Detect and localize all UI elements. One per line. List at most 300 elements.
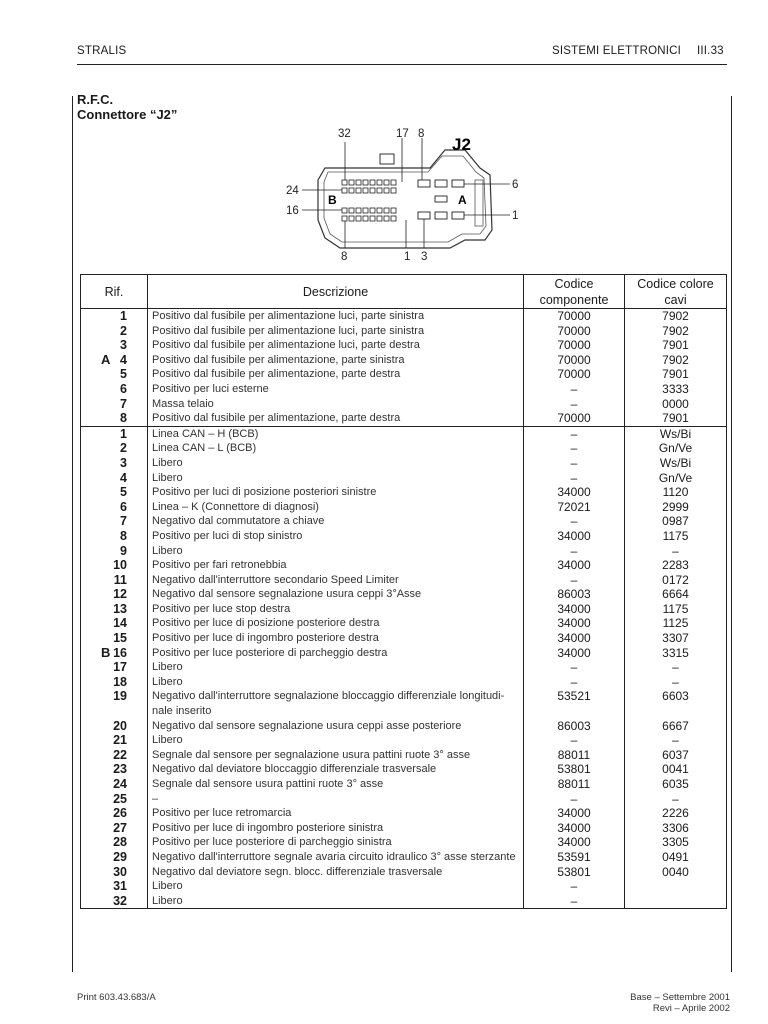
desc-cell-text: Positivo per luci di stop sinistro [152, 529, 303, 542]
desc-cell-text: Libero [152, 675, 183, 688]
code-cell-text: – [570, 674, 578, 689]
color-cell-text: 6667 [662, 718, 689, 733]
code-cell [524, 835, 625, 850]
color-cell-text: – [672, 660, 679, 675]
desc-cell [148, 792, 524, 807]
desc-cell-text: Positivo dal fusibile per alimentazione luci, parte sinistra [152, 310, 425, 322]
desc-cell [148, 544, 524, 559]
rif-cell [81, 544, 148, 559]
desc-cell [148, 762, 524, 777]
group-label: A [101, 351, 111, 367]
table-row [81, 471, 727, 486]
col-header-code-text: Codice componente [539, 276, 609, 307]
color-cell-text: 7901 [662, 338, 689, 353]
desc-cell [148, 456, 524, 471]
code-cell [524, 587, 625, 602]
code-cell [524, 792, 625, 807]
rif-cell [81, 660, 148, 675]
desc-cell [148, 748, 524, 763]
desc-cell [148, 367, 524, 382]
rif-cell-text: 2 [120, 323, 127, 338]
table-row [81, 587, 727, 602]
code-cell-text: 86003 [557, 587, 591, 602]
color-cell [625, 411, 727, 426]
desc-cell-text: Positivo per luce di posizione posteriore destra [152, 617, 380, 630]
color-cell-text: – [672, 543, 679, 558]
col-header-rif: Rif. [81, 275, 148, 309]
pin-label-1-right: 1 [512, 210, 519, 222]
desc-cell [148, 324, 524, 339]
table-row [81, 865, 727, 880]
desc-cell-text: Linea – K (Connettore di diagnosi) [152, 500, 319, 513]
table-row [81, 733, 727, 748]
code-cell-text: – [570, 441, 578, 456]
rif-cell [81, 353, 148, 368]
rif-cell [81, 441, 148, 456]
header-manual-name: STRALIS [77, 45, 127, 57]
color-cell [625, 309, 727, 324]
rif-cell [81, 762, 148, 777]
desc-cell [148, 441, 524, 456]
table-row [81, 500, 727, 515]
table-row [81, 485, 727, 500]
code-cell-text: 34000 [557, 631, 591, 646]
rif-cell-text: 1 [120, 426, 127, 441]
table-row [81, 441, 727, 456]
code-cell [524, 689, 625, 718]
color-cell [625, 382, 727, 397]
desc-cell [148, 485, 524, 500]
pin-label-8-bottom: 8 [341, 251, 348, 263]
desc-cell-text: Libero [152, 734, 183, 747]
color-cell-text: 6037 [662, 747, 689, 762]
desc-cell-text: Libero [152, 544, 183, 557]
col-header-color [625, 275, 727, 309]
rif-cell-text: 10 [113, 558, 127, 573]
pin-block-b [342, 180, 396, 221]
code-cell-text: 34000 [557, 806, 591, 821]
desc-cell-text: Positivo per luce posteriore di parcheggio sinistra [152, 836, 392, 849]
rif-cell-text: 6 [120, 381, 127, 396]
color-cell-text: 0000 [662, 396, 689, 411]
code-cell [524, 338, 625, 353]
desc-cell [148, 646, 524, 661]
rif-cell [81, 411, 148, 426]
code-cell-text: 70000 [557, 367, 591, 382]
code-cell-text: – [570, 396, 578, 411]
desc-cell-text: Massa telaio [152, 397, 214, 410]
desc-cell-text: Libero [152, 471, 183, 484]
desc-cell [148, 411, 524, 426]
color-cell-text: 0040 [662, 864, 689, 879]
color-cell-text: – [672, 791, 679, 806]
rif-cell [81, 835, 148, 850]
rif-cell [81, 806, 148, 821]
code-cell [524, 397, 625, 412]
desc-cell-text: Libero [152, 894, 183, 907]
code-cell-text: – [570, 543, 578, 558]
rif-cell [81, 338, 148, 353]
code-cell-text: 34000 [557, 485, 591, 500]
rif-cell-text: 16 [113, 645, 127, 660]
color-cell [625, 850, 727, 865]
rif-cell [81, 616, 148, 631]
desc-cell [148, 631, 524, 646]
rif-cell [81, 792, 148, 807]
desc-cell [148, 865, 524, 880]
color-cell-text: 1175 [662, 601, 689, 616]
desc-cell-text: Negativo dal sensore segnalazione usura ceppi asse posteriore [152, 719, 462, 732]
desc-cell-text: Segnale dal sensore per segnalazione usura pattini ruote 3° asse [152, 748, 471, 761]
rif-cell [81, 471, 148, 486]
desc-cell-text: Positivo dal fusibile per alimentazione luci, parte sinistra [152, 324, 425, 337]
rif-cell [81, 324, 148, 339]
rif-cell [81, 733, 148, 748]
section-title-line2: Connettore “J2” [77, 107, 178, 122]
desc-cell [148, 426, 524, 441]
rif-cell [81, 382, 148, 397]
desc-cell-text: Positivo dal fusibile per alimentazione luci, parte destra [152, 339, 420, 352]
desc-cell [148, 675, 524, 690]
table-row [81, 748, 727, 763]
code-cell [524, 558, 625, 573]
rif-cell-text: 28 [113, 835, 127, 850]
table-row [81, 529, 727, 544]
block-b-label: B [328, 193, 337, 207]
table-row [81, 309, 727, 324]
code-cell-text: – [570, 455, 578, 470]
pin-label-8-top: 8 [418, 128, 425, 140]
code-cell [524, 573, 625, 588]
code-cell-text: 34000 [557, 820, 591, 835]
color-cell-text: 3306 [662, 820, 689, 835]
desc-cell-text: Positivo per luci esterne [152, 382, 269, 395]
color-cell-text: 3333 [662, 381, 689, 396]
rif-cell-text: 29 [113, 849, 127, 864]
color-cell-text: 2226 [662, 806, 689, 821]
desc-cell [148, 806, 524, 821]
color-cell [625, 777, 727, 792]
code-cell [524, 777, 625, 792]
table-row [81, 353, 727, 368]
rif-cell-text: 5 [120, 367, 127, 382]
desc-cell-text: Linea CAN – L (BCB) [152, 442, 257, 455]
code-cell [524, 806, 625, 821]
table-row [81, 367, 727, 382]
table-row [81, 835, 727, 850]
rif-cell [81, 309, 148, 324]
rif-cell [81, 529, 148, 544]
rif-cell [81, 675, 148, 690]
code-cell [524, 879, 625, 894]
desc-cell-text: Libero [152, 456, 183, 469]
color-cell [625, 602, 727, 617]
desc-cell-text: Libero [152, 661, 183, 674]
color-cell-text: 7901 [662, 411, 689, 426]
table-row [81, 631, 727, 646]
color-cell [625, 689, 727, 718]
pin-label-17: 17 [396, 128, 409, 140]
pin-table [80, 274, 727, 909]
code-cell [524, 324, 625, 339]
code-cell [524, 411, 625, 426]
color-cell [625, 426, 727, 441]
color-cell-text: 1175 [662, 528, 689, 543]
rif-cell [81, 514, 148, 529]
desc-cell [148, 602, 524, 617]
rif-cell-text: 19 [113, 689, 127, 704]
color-cell [625, 616, 727, 631]
color-cell [625, 631, 727, 646]
connector-label: J2 [452, 135, 471, 154]
rif-cell [81, 558, 148, 573]
pin-label-3: 3 [421, 251, 428, 263]
color-cell-text: 6603 [662, 689, 689, 704]
rif-cell-text: 8 [120, 411, 127, 426]
color-cell-text: 6664 [662, 587, 689, 602]
color-cell [625, 748, 727, 763]
header-section: SISTEMI ELETTRONICI [552, 45, 682, 57]
rif-cell [81, 646, 148, 661]
rif-cell [81, 573, 148, 588]
desc-cell-text: Negativo dal deviatore segn. blocc. differenziale trasversale [152, 865, 443, 878]
code-cell-text: 34000 [557, 616, 591, 631]
section-title [77, 92, 177, 122]
desc-cell-text: Positivo per luci di posizione posteriori sinistre [152, 486, 377, 499]
code-cell-text: – [570, 879, 578, 894]
color-cell-text: 7901 [662, 367, 689, 382]
color-cell [625, 558, 727, 573]
desc-cell [148, 616, 524, 631]
code-cell [524, 821, 625, 836]
rif-cell-text: 20 [113, 718, 127, 733]
table-row [81, 544, 727, 559]
desc-cell-text: Linea CAN – H (BCB) [152, 427, 259, 440]
rif-cell-text: 4 [120, 470, 127, 485]
left-margin-rule [72, 96, 73, 972]
rif-cell [81, 500, 148, 515]
header-rule [77, 64, 727, 65]
rif-cell-text: 3 [120, 338, 127, 353]
code-cell-text: 34000 [557, 558, 591, 573]
rif-cell [81, 821, 148, 836]
rif-cell-text: 31 [113, 879, 127, 894]
right-margin-rule [731, 96, 732, 972]
code-cell-text: – [570, 572, 578, 587]
color-cell-text: – [672, 733, 679, 748]
color-cell [625, 821, 727, 836]
color-cell [625, 762, 727, 777]
rif-cell-text: 22 [113, 747, 127, 762]
rif-cell-text: 1 [120, 309, 127, 323]
color-cell [625, 471, 727, 486]
desc-cell [148, 835, 524, 850]
table-row [81, 850, 727, 865]
code-cell [524, 660, 625, 675]
table-row [81, 762, 727, 777]
rif-cell-text: 25 [113, 791, 127, 806]
code-cell-text: – [570, 426, 578, 441]
desc-cell-text: Positivo per luce di ingombro posteriore sinistra [152, 821, 384, 834]
desc-cell-text: Negativo dall'interruttore secondario Speed Limiter [152, 573, 399, 586]
desc-cell [148, 382, 524, 397]
code-cell-text: 86003 [557, 718, 591, 733]
color-cell-text: 7902 [662, 352, 689, 367]
desc-cell [148, 894, 524, 909]
code-cell [524, 733, 625, 748]
code-cell-text: 88011 [557, 777, 591, 791]
desc-cell [148, 689, 524, 718]
desc-cell [148, 587, 524, 602]
col-header-desc: Descrizione [148, 275, 524, 309]
desc-cell [148, 558, 524, 573]
rif-cell [81, 631, 148, 646]
rif-cell [81, 879, 148, 894]
rif-cell [81, 777, 148, 792]
code-cell-text: 34000 [557, 645, 591, 660]
color-cell [625, 485, 727, 500]
color-cell [625, 397, 727, 412]
code-cell-text: – [570, 514, 578, 529]
code-cell [524, 471, 625, 486]
code-cell [524, 894, 625, 909]
desc-cell [148, 777, 524, 792]
code-cell-text: 53801 [557, 864, 591, 879]
table-row [81, 689, 727, 718]
table-row [81, 426, 727, 441]
color-cell [625, 456, 727, 471]
code-cell-text: 53521 [557, 689, 591, 704]
rif-cell [81, 602, 148, 617]
rif-cell [81, 850, 148, 865]
pin-label-16: 16 [286, 205, 299, 217]
color-cell [625, 573, 727, 588]
footer-print: Print 603.43.683/A [77, 992, 156, 1003]
color-cell [625, 835, 727, 850]
code-cell [524, 762, 625, 777]
color-cell-text: 1125 [662, 616, 689, 631]
desc-cell [148, 338, 524, 353]
code-cell-text: – [570, 381, 578, 396]
code-cell [524, 602, 625, 617]
color-cell-text: 3305 [662, 835, 689, 850]
code-cell-text: 53801 [557, 762, 591, 777]
rif-cell [81, 587, 148, 602]
color-cell-text: Ws/Bi [659, 455, 692, 470]
desc-cell [148, 529, 524, 544]
table-row [81, 792, 727, 807]
code-cell [524, 748, 625, 763]
rif-cell [81, 367, 148, 382]
connector-diagram [270, 120, 540, 270]
desc-cell [148, 309, 524, 324]
desc-cell-text: Positivo dal fusibile per alimentazione, parte destra [152, 368, 401, 381]
code-cell [524, 367, 625, 382]
desc-cell [148, 353, 524, 368]
table-row [81, 602, 727, 617]
rif-cell-text: 30 [113, 864, 127, 879]
desc-cell [148, 850, 524, 865]
rif-cell-text: 6 [120, 499, 127, 514]
color-cell [625, 587, 727, 602]
color-cell [625, 719, 727, 734]
color-cell-text: 7902 [662, 323, 689, 338]
color-cell [625, 646, 727, 661]
desc-cell [148, 573, 524, 588]
color-cell [625, 894, 727, 909]
color-cell [625, 500, 727, 515]
color-cell [625, 544, 727, 559]
code-cell [524, 353, 625, 368]
desc-cell-text: Positivo dal fusibile per alimentazione, parte sinistra [152, 353, 405, 366]
rif-cell [81, 397, 148, 412]
rif-cell-text: 8 [120, 528, 127, 543]
table-row [81, 821, 727, 836]
color-cell [625, 660, 727, 675]
desc-cell [148, 879, 524, 894]
color-cell [625, 514, 727, 529]
code-cell [524, 529, 625, 544]
table-row [81, 456, 727, 471]
rif-cell [81, 865, 148, 880]
code-cell-text: 70000 [557, 309, 591, 323]
table-row [81, 411, 727, 426]
footer-revi: Revi – Aprile 2002 [652, 1003, 730, 1014]
footer-base: Base – Settembre 2001 [630, 992, 730, 1003]
col-header-color-text: Codice colore cavi [637, 276, 714, 307]
table-row [81, 660, 727, 675]
rif-cell-text: 7 [120, 396, 127, 411]
pin-table-body [81, 309, 727, 909]
pin-label-6: 6 [512, 179, 519, 191]
color-cell-text: 3315 [662, 645, 689, 660]
color-cell-text: Gn/Ve [658, 441, 693, 456]
rif-cell-text: 9 [120, 543, 127, 558]
table-row [81, 338, 727, 353]
desc-cell [148, 514, 524, 529]
rif-cell-text: 23 [113, 762, 127, 777]
code-cell [524, 456, 625, 471]
code-cell [524, 646, 625, 661]
color-cell [625, 441, 727, 456]
table-row [81, 514, 727, 529]
block-a-label: A [458, 193, 467, 207]
table-row [81, 646, 727, 661]
code-cell [524, 500, 625, 515]
code-cell [524, 850, 625, 865]
code-cell-text: 70000 [557, 352, 591, 367]
color-cell-text: 3307 [662, 631, 689, 646]
table-row [81, 397, 727, 412]
rif-cell [81, 748, 148, 763]
color-cell [625, 806, 727, 821]
rif-cell [81, 485, 148, 500]
code-cell [524, 426, 625, 441]
color-cell-text: 6035 [662, 777, 689, 791]
desc-cell [148, 719, 524, 734]
color-cell [625, 879, 727, 894]
header-page-number: III.33 [697, 45, 724, 57]
code-cell [524, 382, 625, 397]
color-cell [625, 675, 727, 690]
table-row [81, 719, 727, 734]
desc-cell-text: Segnale dal sensore usura pattini ruote 3° asse [152, 778, 384, 790]
color-cell [625, 324, 727, 339]
table-row [81, 558, 727, 573]
desc-cell [148, 660, 524, 675]
color-cell-text: 2283 [662, 558, 689, 573]
color-cell [625, 529, 727, 544]
